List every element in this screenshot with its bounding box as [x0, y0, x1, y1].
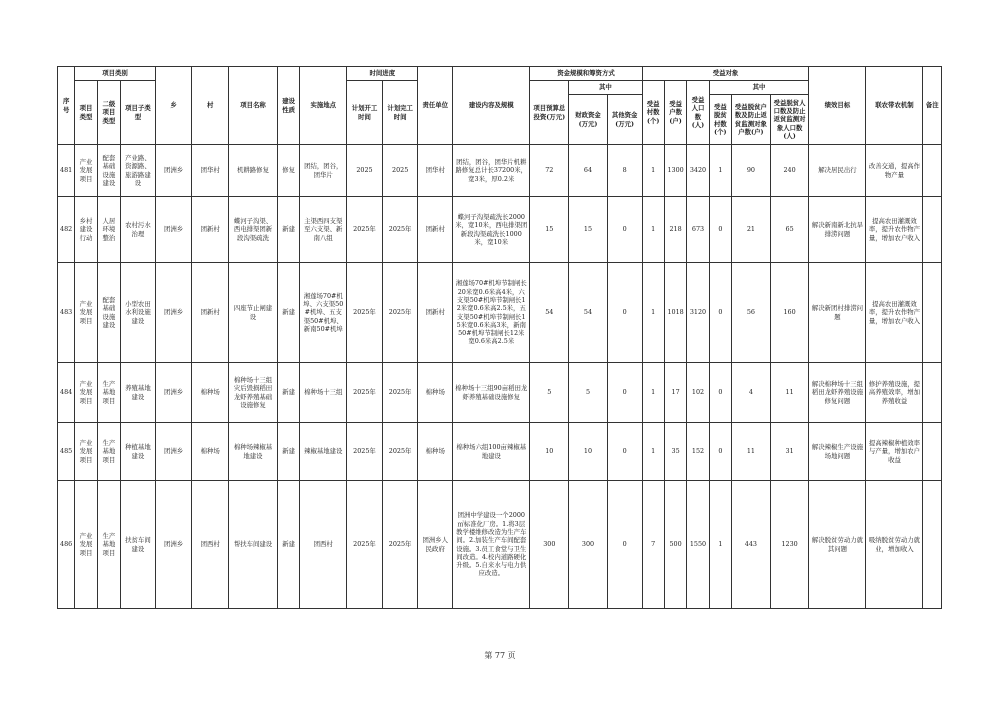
cell-end: 2025年	[382, 423, 418, 481]
table-row	[58, 481, 942, 609]
cell-location: 辣椒基地建设	[300, 423, 347, 481]
cell-location: 棉种场十三组	[300, 363, 347, 423]
cell-seq: 484	[58, 363, 75, 423]
cell-start: 2025年	[347, 363, 383, 423]
cell-name: 棉种场辣椒基地建设	[229, 423, 278, 481]
table-row	[58, 263, 942, 363]
cell-nature: 新建	[277, 423, 299, 481]
cell-name: 帮扶车间建设	[229, 481, 278, 609]
table-row	[58, 197, 942, 263]
cell-nature: 新建	[277, 363, 299, 423]
table-body	[58, 145, 942, 609]
cell-subtype: 种植基地建设	[121, 423, 156, 481]
cell-mech: 改善交通，提高作物产量	[866, 145, 923, 197]
cell-mech: 提高农田灌溉效率，提升农作物产量，增加农户收入	[866, 197, 923, 263]
cell-remark	[923, 363, 942, 423]
cell-subtype: 养殖基地建设	[121, 363, 156, 423]
cell-start: 2025年	[347, 263, 383, 363]
cell-location: 主渠西四支渠至六支渠、新南八组	[300, 197, 347, 263]
cell-village: 棉种场	[192, 363, 229, 423]
cell-vill: 7	[642, 481, 664, 609]
cell-sub2: 配套基础设施建设	[97, 145, 120, 197]
cell-village: 棉种场	[192, 423, 229, 481]
cell-vill: 1	[642, 145, 664, 197]
cell-village: 团西村	[192, 481, 229, 609]
cell-pvill: 0	[709, 423, 731, 481]
cell-ppop: 11	[770, 363, 809, 423]
cell-fiscal: 300	[569, 481, 608, 609]
cell-seq: 481	[58, 145, 75, 197]
header-time-group: 时间进度	[347, 67, 418, 81]
cell-township: 团洲乡	[155, 363, 192, 423]
cell-name: 蝶河子沟渠、西电排渠团新段沟渠疏洗	[229, 197, 278, 263]
cell-pvill: 0	[709, 197, 731, 263]
header-total: 项目预算总投资(万元)	[530, 81, 569, 145]
cell-sub2: 生产基地项目	[97, 481, 120, 609]
cell-type: 产业发展项目	[75, 481, 97, 609]
header-pop-cnt: 受益人口数(人)	[687, 81, 709, 145]
page-number: 第 77 页	[484, 651, 516, 660]
cell-ppop: 240	[770, 145, 809, 197]
header-start: 计划开工时间	[347, 81, 383, 145]
cell-name: 四座节止闸建设	[229, 263, 278, 363]
cell-phh: 56	[732, 263, 771, 363]
cell-other: 0	[607, 363, 642, 423]
header-other: 其他资金(万元)	[607, 95, 642, 145]
cell-total: 72	[530, 145, 569, 197]
cell-type: 产业发展项目	[75, 363, 97, 423]
cell-vill: 1	[642, 263, 664, 363]
cell-mech: 提高辣椒种植效率与产量，增加农户收益	[866, 423, 923, 481]
cell-phh: 443	[732, 481, 771, 609]
cell-remark	[923, 145, 942, 197]
cell-total: 54	[530, 263, 569, 363]
cell-fiscal: 15	[569, 197, 608, 263]
header-unit: 责任单位	[418, 67, 453, 145]
cell-village: 团新村	[192, 263, 229, 363]
cell-pop: 673	[687, 197, 709, 263]
header-type: 项目类型	[75, 81, 97, 145]
cell-total: 15	[530, 197, 569, 263]
cell-ppop: 31	[770, 423, 809, 481]
cell-seq: 483	[58, 263, 75, 363]
header-subtype: 项目子类型	[121, 81, 156, 145]
cell-township: 团洲乡	[155, 197, 192, 263]
cell-goal: 解决棉种场十三组稻田龙虾养殖设施修复问题	[809, 363, 866, 423]
table-row	[58, 145, 942, 197]
project-table	[57, 66, 942, 609]
cell-content: 团结，团谷，团华片机耕路修复总计长37200米，宽3米，厚0.2米	[453, 145, 530, 197]
cell-unit: 棉种场	[418, 423, 453, 481]
cell-content: 蝶河子沟渠疏洗长2000米，宽10米，西电排渠团新段沟渠疏洗长1000米，宽10米	[453, 197, 530, 263]
cell-pvill: 1	[709, 481, 731, 609]
cell-total: 10	[530, 423, 569, 481]
cell-pop: 3420	[687, 145, 709, 197]
cell-other: 0	[607, 263, 642, 363]
cell-other: 0	[607, 197, 642, 263]
cell-fiscal: 54	[569, 263, 608, 363]
cell-start: 2025	[347, 145, 383, 197]
cell-nature: 新建	[277, 197, 299, 263]
cell-township: 团洲乡	[155, 145, 192, 197]
cell-mech: 提高农田灌溉效率，提升农作物产量，增加农户收入	[866, 263, 923, 363]
cell-type: 产业发展项目	[75, 263, 97, 363]
cell-location: 湘莲场70#机埠、六支渠50#机埠、五支渠50#机埠、新南50#机埠	[300, 263, 347, 363]
cell-subtype: 扶贫车间建设	[121, 481, 156, 609]
cell-hh: 1018	[664, 263, 686, 363]
cell-total: 300	[530, 481, 569, 609]
cell-ppop: 160	[770, 263, 809, 363]
cell-township: 团洲乡	[155, 423, 192, 481]
header-village: 村	[192, 67, 229, 145]
cell-goal: 解决居民出行	[809, 145, 866, 197]
cell-hh: 218	[664, 197, 686, 263]
header-location: 实施地点	[300, 67, 347, 145]
cell-village: 团新村	[192, 197, 229, 263]
cell-other: 8	[607, 145, 642, 197]
cell-name: 棉种场十三组灾后毁损稻田龙虾养殖基础设施修复	[229, 363, 278, 423]
cell-pop: 1550	[687, 481, 709, 609]
cell-subtype: 农村污水治理	[121, 197, 156, 263]
cell-unit: 团洲乡人民政府	[418, 481, 453, 609]
cell-remark	[923, 423, 942, 481]
header-category-group: 项目类别	[75, 67, 155, 81]
cell-sub2: 生产基地项目	[97, 423, 120, 481]
header-fund-group: 资金规模和筹资方式	[530, 67, 642, 81]
cell-vill: 1	[642, 197, 664, 263]
cell-remark	[923, 263, 942, 363]
cell-type: 产业发展项目	[75, 145, 97, 197]
header-of-which-2: 其中	[709, 81, 809, 95]
cell-goal: 解决新团村排涝问题	[809, 263, 866, 363]
cell-end: 2025年	[382, 363, 418, 423]
cell-township: 团洲乡	[155, 481, 192, 609]
cell-type: 乡村建设行动	[75, 197, 97, 263]
header-goal: 绩效目标	[809, 67, 866, 145]
cell-unit: 团新村	[418, 263, 453, 363]
header-fiscal: 财政资金(万元)	[569, 95, 608, 145]
cell-name: 机耕路修复	[229, 145, 278, 197]
cell-subtype: 小型农田水利设施建设	[121, 263, 156, 363]
cell-seq: 485	[58, 423, 75, 481]
cell-other: 0	[607, 423, 642, 481]
cell-phh: 11	[732, 423, 771, 481]
cell-start: 2025年	[347, 423, 383, 481]
cell-hh: 35	[664, 423, 686, 481]
cell-mech: 吸纳脱贫劳动力就业，增加收入	[866, 481, 923, 609]
header-hh-cnt: 受益户数(户)	[664, 81, 686, 145]
cell-ppop: 65	[770, 197, 809, 263]
cell-unit: 团新村	[418, 197, 453, 263]
cell-fiscal: 64	[569, 145, 608, 197]
cell-vill: 1	[642, 423, 664, 481]
cell-content: 团洲中学建设一个2000㎡标准化厂房。1.将3层教学楼维修改造为生产车间。2.加装生产车间配套设施。3.员工食堂与卫生间改造。4.校内道路硬化升级。5.自来水与电力供应改造。	[453, 481, 530, 609]
cell-end: 2025年	[382, 197, 418, 263]
cell-end: 2025年	[382, 481, 418, 609]
table-row	[58, 423, 942, 481]
cell-hh: 1300	[664, 145, 686, 197]
cell-location: 团结，团谷，团华片	[300, 145, 347, 197]
cell-type: 产业发展项目	[75, 423, 97, 481]
cell-pvill: 1	[709, 145, 731, 197]
cell-end: 2025	[382, 145, 418, 197]
cell-unit: 棉种场	[418, 363, 453, 423]
cell-hh: 500	[664, 481, 686, 609]
header-sub2: 二级项目类型	[97, 81, 120, 145]
header-of-which: 其中	[569, 81, 642, 95]
cell-seq: 486	[58, 481, 75, 609]
cell-content: 湘莲场70#机埠节制闸长20米宽0.6米高4米，六支渠50#机埠节制闸长12米宽0.6米高2.5米，五支渠50#机埠节制闸长15米宽0.6米高3米，新南50#机埠节制闸长12米宽0.6米高2.5米	[453, 263, 530, 363]
cell-pop: 152	[687, 423, 709, 481]
header-nature: 建设性质	[277, 67, 299, 145]
cell-ppop: 1230	[770, 481, 809, 609]
cell-location: 团西村	[300, 481, 347, 609]
cell-pvill: 0	[709, 363, 731, 423]
header-beneficiary-group: 受益对象	[642, 67, 809, 81]
cell-goal: 解决脱贫劳动力就其问题	[809, 481, 866, 609]
cell-fiscal: 5	[569, 363, 608, 423]
header-mechanism: 联农带农机制	[866, 67, 923, 145]
cell-nature: 新建	[277, 263, 299, 363]
header-township: 乡	[155, 67, 192, 145]
header-end: 计划完工时间	[382, 81, 418, 145]
header-remark: 备注	[923, 67, 942, 145]
cell-phh: 4	[732, 363, 771, 423]
header-project-name: 项目名称	[229, 67, 278, 145]
header-seq: 序号	[58, 67, 75, 145]
cell-content: 棉种场十三组90亩稻田龙虾养殖基础设施修复	[453, 363, 530, 423]
cell-content: 棉种场六组100亩辣椒基地建设	[453, 423, 530, 481]
cell-vill: 1	[642, 363, 664, 423]
cell-total: 5	[530, 363, 569, 423]
cell-phh: 90	[732, 145, 771, 197]
cell-sub2: 人居环境整治	[97, 197, 120, 263]
cell-nature: 修复	[277, 145, 299, 197]
header-poor-pop: 受益脱贫人口数及防止返贫监测对象人口数(人)	[770, 95, 809, 145]
cell-start: 2025年	[347, 481, 383, 609]
cell-pop: 3120	[687, 263, 709, 363]
cell-start: 2025年	[347, 197, 383, 263]
cell-mech: 修护养殖设施，提高养殖效率，增加养殖收益	[866, 363, 923, 423]
cell-subtype: 产业路、资源路、旅游路建设	[121, 145, 156, 197]
cell-remark	[923, 197, 942, 263]
cell-village: 团华村	[192, 145, 229, 197]
cell-township: 团洲乡	[155, 263, 192, 363]
cell-unit: 团华村	[418, 145, 453, 197]
cell-end: 2025年	[382, 263, 418, 363]
cell-remark	[923, 481, 942, 609]
cell-other: 0	[607, 481, 642, 609]
cell-nature: 新建	[277, 481, 299, 609]
cell-sub2: 生产基地项目	[97, 363, 120, 423]
cell-fiscal: 10	[569, 423, 608, 481]
cell-phh: 21	[732, 197, 771, 263]
header-vill-cnt: 受益村数(个)	[642, 81, 664, 145]
cell-goal: 解决新南新北抗旱排涝问题	[809, 197, 866, 263]
header-content: 建设内容及规模	[453, 67, 530, 145]
cell-pvill: 0	[709, 263, 731, 363]
cell-seq: 482	[58, 197, 75, 263]
cell-goal: 解决辣椒生产设施场地问题	[809, 423, 866, 481]
cell-pop: 102	[687, 363, 709, 423]
header-poor-vill: 受益脱贫村数(个)	[709, 95, 731, 145]
table-row	[58, 363, 942, 423]
cell-hh: 17	[664, 363, 686, 423]
cell-sub2: 配套基础设施建设	[97, 263, 120, 363]
header-poor-hh: 受益脱贫户数及防止返贫监测对象户数(户)	[732, 95, 771, 145]
